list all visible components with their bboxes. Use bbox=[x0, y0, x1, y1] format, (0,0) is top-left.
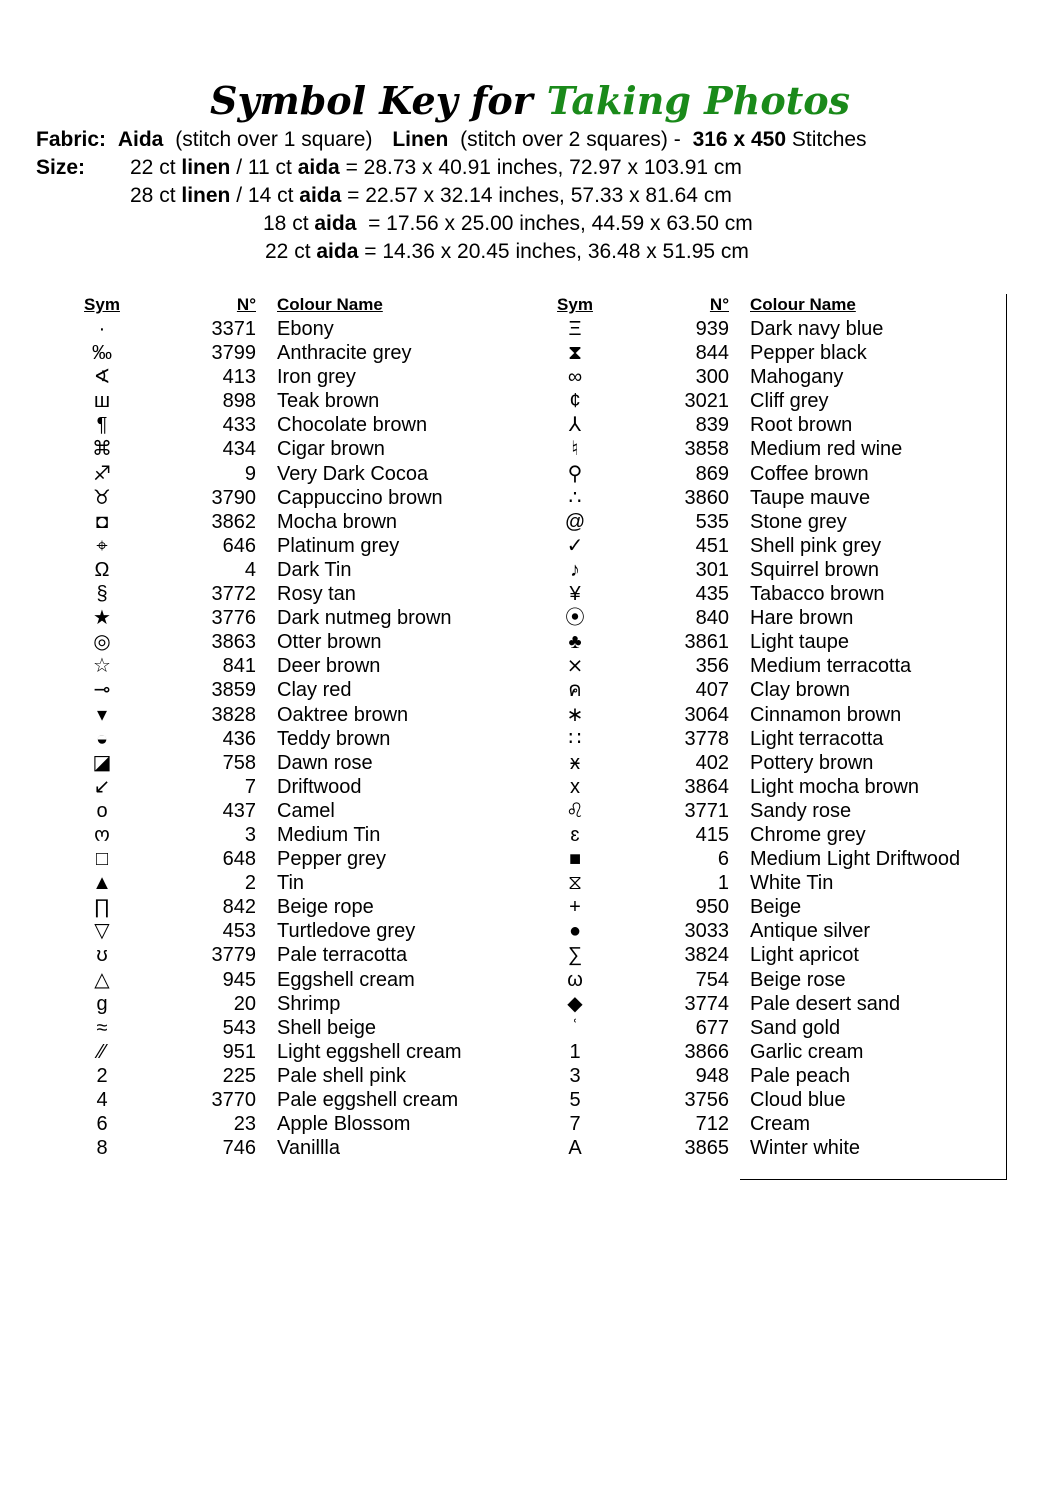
symbol-glyph: ɛ bbox=[570, 823, 580, 846]
colour-name: Turtledove grey bbox=[277, 920, 416, 943]
colour-name: Pale eggshell cream bbox=[277, 1089, 459, 1111]
colour-name: Pale peach bbox=[750, 1064, 851, 1087]
colour-name: Light taupe bbox=[750, 631, 849, 654]
symbol-glyph: ★ bbox=[93, 607, 111, 630]
thread-number: 898 bbox=[222, 390, 256, 413]
colour-name: Winter white bbox=[750, 1137, 861, 1160]
colour-name: Cappuccino brown bbox=[277, 486, 443, 509]
thread-number: 3756 bbox=[684, 1089, 729, 1111]
symbol-glyph: ო bbox=[94, 823, 110, 846]
colour-name: Beige bbox=[750, 896, 802, 919]
thread-number: 3064 bbox=[684, 703, 729, 726]
thread-number: 300 bbox=[695, 366, 729, 389]
thread-number: 840 bbox=[695, 607, 729, 630]
symbol-glyph: ω bbox=[567, 968, 583, 991]
colour-name: Chrome grey bbox=[750, 823, 866, 846]
thread-number: 3790 bbox=[211, 486, 256, 509]
symbol-glyph: □ bbox=[95, 848, 109, 871]
thread-number: 543 bbox=[222, 1016, 256, 1039]
symbol-glyph: ↙ bbox=[93, 775, 111, 798]
fabric-line bbox=[36, 126, 867, 154]
symbol-glyph: ∗ bbox=[566, 703, 584, 726]
thread-number: 3033 bbox=[684, 920, 729, 943]
colour-name: Platinum grey bbox=[277, 534, 400, 557]
colour-name: Cream bbox=[750, 1113, 811, 1136]
thread-number: 1 bbox=[717, 872, 729, 895]
symbol-glyph: 3 bbox=[569, 1064, 581, 1087]
colour-name: Clay red bbox=[277, 679, 352, 702]
symbol-glyph: ▽ bbox=[94, 920, 110, 943]
size-line-4: 22 ct aida = 14.36 x 20.45 inches, 36.48 x 51.95 cm bbox=[265, 240, 749, 263]
colour-name: Eggshell cream bbox=[277, 968, 415, 991]
colour-name: Vanillla bbox=[277, 1137, 340, 1160]
symbol-glyph: ʊ bbox=[96, 944, 108, 967]
symbol-glyph: 7 bbox=[569, 1113, 581, 1136]
symbol-glyph: ⧖ bbox=[567, 872, 583, 895]
symbol-glyph: ⚲ bbox=[567, 462, 583, 485]
thread-number: 535 bbox=[695, 510, 729, 533]
colour-name: Hare brown bbox=[750, 607, 854, 630]
colour-name: Pepper black bbox=[750, 342, 867, 365]
thread-number: 951 bbox=[222, 1040, 256, 1063]
thread-number: 434 bbox=[222, 438, 256, 461]
colour-name: Cigar brown bbox=[277, 438, 385, 461]
symbol-glyph: 1 bbox=[569, 1040, 581, 1063]
colour-name: Camel bbox=[277, 799, 335, 822]
symbol-glyph: ✓ bbox=[566, 534, 584, 557]
thread-number: 2 bbox=[244, 872, 256, 895]
thread-number: 3771 bbox=[684, 799, 729, 822]
symbol-glyph: + bbox=[569, 896, 581, 919]
colour-name: Ebony bbox=[277, 318, 334, 340]
thread-number: 453 bbox=[222, 920, 256, 943]
symbol-glyph: g bbox=[96, 992, 108, 1015]
colour-name: Squirrel brown bbox=[750, 558, 879, 581]
thread-number: 939 bbox=[695, 318, 729, 340]
symbol-glyph: ☆ bbox=[93, 655, 111, 678]
colour-name: Rosy tan bbox=[277, 583, 356, 606]
thread-number: 950 bbox=[695, 896, 729, 919]
colour-name: Beige rose bbox=[750, 968, 846, 991]
colour-name: Medium Tin bbox=[277, 823, 381, 846]
symbol-glyph: ■ bbox=[568, 848, 582, 871]
colour-name: Root brown bbox=[750, 414, 853, 437]
symbol-glyph: ʿ bbox=[571, 1016, 579, 1039]
header-name: Colour Name bbox=[277, 295, 383, 314]
symbol-glyph: § bbox=[96, 583, 108, 606]
colour-name: Sandy rose bbox=[750, 799, 852, 822]
header-sym: Sym bbox=[84, 295, 120, 314]
colour-name: Tin bbox=[277, 872, 305, 895]
symbol-glyph: ∷ bbox=[568, 727, 582, 750]
pattern-name: Taking Photos bbox=[546, 78, 850, 123]
symbol-glyph: ∴ bbox=[568, 486, 582, 509]
title-prefix: Symbol Key for bbox=[210, 78, 533, 123]
symbol-glyph: ⌖ bbox=[96, 534, 108, 557]
colour-name: Very Dark Cocoa bbox=[277, 462, 429, 485]
colour-name: Shell pink grey bbox=[750, 534, 882, 557]
thread-number: 451 bbox=[695, 534, 729, 557]
colour-name: Teak brown bbox=[277, 390, 380, 413]
thread-number: 4 bbox=[244, 558, 256, 581]
colour-name: Coffee brown bbox=[750, 462, 869, 485]
thread-number: 9 bbox=[244, 462, 256, 485]
thread-number: 839 bbox=[695, 414, 729, 437]
symbol-glyph: ¢ bbox=[569, 390, 581, 413]
colour-name: Light apricot bbox=[750, 944, 859, 967]
symbol-glyph: Ξ bbox=[568, 318, 582, 340]
thread-number: 20 bbox=[233, 992, 256, 1015]
fabric-aida-note: (stitch over 1 square) bbox=[175, 128, 373, 151]
symbol-glyph: 8 bbox=[96, 1137, 108, 1160]
size-line-3: 18 ct aida = 17.56 x 25.00 inches, 44.59 x 63.50 cm bbox=[263, 212, 753, 235]
colour-name: Cliff grey bbox=[750, 390, 829, 413]
thread-number: 842 bbox=[222, 896, 256, 919]
colour-name: Shrimp bbox=[277, 992, 341, 1015]
table-border-right bbox=[1006, 294, 1007, 1180]
stitch-count: 316 x 450 bbox=[692, 128, 787, 151]
thread-number: 3863 bbox=[211, 631, 256, 654]
symbol-glyph: ⦿ bbox=[565, 607, 585, 630]
symbol-glyph: ¶ bbox=[96, 414, 108, 437]
colour-name: Pale desert sand bbox=[750, 992, 901, 1015]
colour-name: Medium Light Driftwood bbox=[750, 848, 961, 871]
symbol-glyph: ∞ bbox=[567, 366, 583, 389]
thread-number: 3824 bbox=[684, 944, 729, 967]
colour-name: Otter brown bbox=[277, 631, 382, 654]
symbol-glyph: ♌ bbox=[566, 799, 584, 822]
fabric-linen: Linen bbox=[392, 128, 449, 151]
thread-number: 3774 bbox=[684, 992, 729, 1015]
symbol-glyph: A bbox=[568, 1137, 582, 1160]
thread-number: 3799 bbox=[211, 342, 256, 365]
thread-number: 415 bbox=[695, 823, 729, 846]
thread-number: 3779 bbox=[211, 944, 256, 967]
thread-number: 3862 bbox=[211, 510, 256, 533]
symbol-glyph: ◪ bbox=[92, 751, 112, 774]
size-label: Size: bbox=[36, 156, 86, 179]
symbol-glyph: ◒ bbox=[95, 727, 109, 750]
symbol-glyph: ♮ bbox=[571, 438, 579, 461]
symbol-glyph: ⧗ bbox=[567, 342, 583, 365]
colour-name: Dark Tin bbox=[277, 558, 352, 581]
symbol-glyph: ⅄ bbox=[568, 414, 582, 437]
thread-number: 436 bbox=[222, 727, 256, 750]
thread-number: 677 bbox=[695, 1016, 729, 1039]
symbol-glyph: ∏ bbox=[93, 896, 111, 919]
symbol-glyph: ∢ bbox=[93, 366, 111, 389]
size-line-1: 22 ct linen / 11 ct aida = 28.73 x 40.91 inches, 72.97 x 103.91 cm bbox=[130, 156, 742, 179]
thread-number: 356 bbox=[695, 655, 729, 678]
colour-name: Pale terracotta bbox=[277, 944, 408, 967]
colour-name: Clay brown bbox=[750, 679, 851, 702]
colour-name: Beige rope bbox=[277, 896, 374, 919]
thread-number: 301 bbox=[695, 558, 729, 581]
colour-name: Light terracotta bbox=[750, 727, 884, 750]
colour-name: Dawn rose bbox=[277, 751, 373, 774]
thread-number: 7 bbox=[244, 775, 256, 798]
header-sym: Sym bbox=[557, 295, 593, 314]
colour-name: Pepper grey bbox=[277, 848, 386, 871]
colour-name: Dark nutmeg brown bbox=[277, 607, 452, 630]
colour-name: Stone grey bbox=[750, 510, 847, 533]
colour-name: Chocolate brown bbox=[277, 414, 428, 437]
thread-number: 3860 bbox=[684, 486, 729, 509]
thread-number: 433 bbox=[222, 414, 256, 437]
fabric-linen-note: (stitch over 2 squares) - bbox=[460, 128, 681, 151]
fabric-aida: Aida bbox=[117, 128, 164, 151]
colour-name: Teddy brown bbox=[277, 727, 391, 750]
thread-number: 437 bbox=[222, 799, 256, 822]
thread-number: 646 bbox=[222, 534, 256, 557]
symbol-glyph: 6 bbox=[96, 1113, 108, 1136]
symbol-glyph: ♉ bbox=[93, 486, 111, 509]
symbol-glyph: ♐ bbox=[93, 462, 111, 485]
symbol-glyph: x bbox=[570, 775, 580, 798]
thread-number: 3776 bbox=[211, 607, 256, 630]
colour-name: Pale shell pink bbox=[277, 1064, 406, 1087]
symbol-glyph: ⁄⁄ bbox=[98, 1040, 106, 1063]
thread-number: 758 bbox=[222, 751, 256, 774]
thread-number: 3770 bbox=[211, 1089, 256, 1111]
thread-number: 3858 bbox=[684, 438, 729, 461]
thread-number: 3021 bbox=[684, 390, 729, 413]
colour-name: Oaktree brown bbox=[277, 703, 409, 726]
thread-number: 754 bbox=[695, 968, 729, 991]
colour-name: Medium terracotta bbox=[750, 655, 912, 678]
colour-name: Mahogany bbox=[750, 366, 844, 389]
symbol-glyph: ¥ bbox=[569, 583, 581, 606]
symbol-glyph: ◆ bbox=[567, 992, 583, 1015]
symbol-glyph: ӿ bbox=[570, 751, 580, 774]
colour-name: Iron grey bbox=[277, 366, 356, 389]
thread-number: 3828 bbox=[211, 703, 256, 726]
thread-number: 948 bbox=[695, 1064, 729, 1087]
colour-name: Light mocha brown bbox=[750, 775, 919, 798]
thread-number: 435 bbox=[695, 583, 729, 606]
colour-name: Medium red wine bbox=[750, 438, 903, 461]
symbol-glyph: ค bbox=[568, 679, 582, 702]
thread-number: 23 bbox=[233, 1113, 256, 1136]
page-title bbox=[0, 78, 1060, 124]
thread-number: 3859 bbox=[211, 679, 256, 702]
colour-name: White Tin bbox=[750, 872, 834, 895]
thread-number: 844 bbox=[695, 342, 729, 365]
symbol-glyph: o bbox=[96, 799, 108, 822]
symbol-glyph: ⌘ bbox=[92, 438, 112, 461]
symbol-glyph: △ bbox=[94, 968, 110, 991]
stitch-word: Stitches bbox=[791, 128, 867, 151]
thread-number: 413 bbox=[222, 366, 256, 389]
thread-number: 841 bbox=[222, 655, 256, 678]
colour-name: Apple Blossom bbox=[277, 1113, 411, 1136]
colour-name: Sand gold bbox=[750, 1016, 841, 1039]
colour-name: Anthracite grey bbox=[277, 342, 412, 365]
thread-number: 3 bbox=[244, 823, 256, 846]
thread-number: 6 bbox=[717, 848, 729, 871]
thread-number: 648 bbox=[222, 848, 256, 871]
thread-number: 712 bbox=[695, 1113, 729, 1136]
colour-name: Garlic cream bbox=[750, 1040, 864, 1063]
colour-name: Taupe mauve bbox=[750, 486, 871, 509]
colour-name: Dark navy blue bbox=[750, 318, 884, 340]
symbol-glyph: ◎ bbox=[93, 631, 111, 654]
thread-number: 3865 bbox=[684, 1137, 729, 1160]
thread-number: 746 bbox=[222, 1137, 256, 1160]
symbol-glyph: ‰ bbox=[92, 342, 112, 365]
thread-number: 945 bbox=[222, 968, 256, 991]
thread-number: 3778 bbox=[684, 727, 729, 750]
symbol-glyph: ∑ bbox=[567, 944, 583, 967]
symbol-glyph: ▲ bbox=[92, 872, 112, 895]
symbol-glyph: ⨯ bbox=[566, 655, 584, 678]
symbol-glyph: ♪ bbox=[570, 558, 580, 581]
size-line-2: 28 ct linen / 14 ct aida = 22.57 x 32.14 inches, 57.33 x 81.64 cm bbox=[130, 184, 732, 207]
symbol-glyph: ⊸ bbox=[93, 679, 111, 702]
colour-name: Cinnamon brown bbox=[750, 703, 902, 726]
header-num: N° bbox=[236, 295, 256, 314]
symbol-glyph: ш bbox=[93, 390, 111, 413]
colour-name: Driftwood bbox=[277, 775, 362, 798]
thread-number: 225 bbox=[222, 1064, 256, 1087]
header-name: Colour Name bbox=[750, 295, 856, 314]
header-num: N° bbox=[709, 295, 729, 314]
symbol-glyph: 5 bbox=[569, 1089, 581, 1111]
symbol-glyph: @ bbox=[564, 510, 586, 533]
colour-name: Tabacco brown bbox=[750, 583, 885, 606]
colour-name: Light eggshell cream bbox=[277, 1040, 462, 1063]
symbol-glyph: ▾ bbox=[96, 703, 108, 726]
colour-name: Pottery brown bbox=[750, 751, 874, 774]
thread-number: 402 bbox=[695, 751, 729, 774]
fabric-label: Fabric: bbox=[36, 128, 107, 151]
symbol-glyph: ● bbox=[568, 920, 582, 943]
colour-name: Mocha brown bbox=[277, 510, 398, 533]
thread-number: 869 bbox=[695, 462, 729, 485]
colour-name: Cloud blue bbox=[750, 1089, 846, 1111]
colour-name: Shell beige bbox=[277, 1016, 376, 1039]
symbol-glyph: Ω bbox=[94, 558, 110, 581]
thread-number: 3861 bbox=[684, 631, 729, 654]
thread-number: 3371 bbox=[211, 318, 256, 340]
colour-name: Antique silver bbox=[750, 920, 871, 943]
symbol-glyph: 4 bbox=[96, 1089, 108, 1111]
colour-name: Deer brown bbox=[277, 655, 381, 678]
symbol-glyph: 2 bbox=[96, 1064, 108, 1087]
symbol-glyph: ≈ bbox=[96, 1016, 108, 1039]
thread-number: 407 bbox=[695, 679, 729, 702]
symbol-glyph: ◘ bbox=[95, 510, 109, 533]
thread-number: 3866 bbox=[684, 1040, 729, 1063]
thread-number: 3772 bbox=[211, 583, 256, 606]
symbol-glyph: ♣ bbox=[568, 631, 582, 654]
thread-number: 3864 bbox=[684, 775, 729, 798]
symbol-glyph: · bbox=[98, 318, 106, 340]
table-border-bottom bbox=[740, 1179, 1007, 1180]
